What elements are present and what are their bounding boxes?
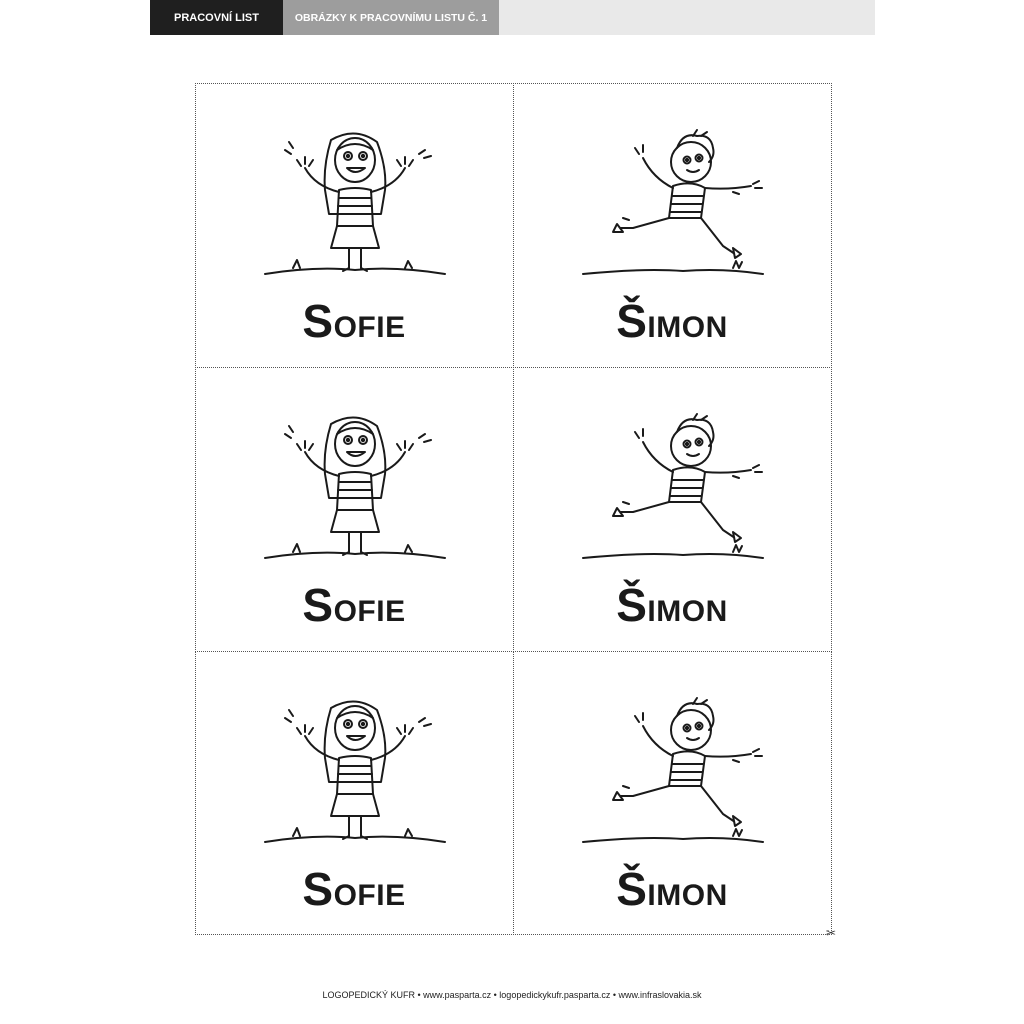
scissors-icon: ✂	[826, 926, 837, 940]
girl-illustration	[255, 696, 455, 846]
girl-illustration	[255, 412, 455, 562]
card-simon	[513, 83, 832, 368]
tab-worksheet: PRACOVNÍ LIST	[150, 0, 283, 35]
card-label: SOFIE	[302, 862, 406, 915]
card-label: ŠIMON	[616, 862, 728, 915]
footer-credits: LOGOPEDICKÝ KUFR • www.pasparta.cz • logopedickykufr.pasparta.cz • www.infraslovakia.sk	[322, 990, 702, 1000]
card-label: ŠIMON	[616, 578, 728, 631]
card-grid	[195, 83, 831, 934]
boy-illustration	[573, 412, 773, 562]
boy-illustration	[573, 696, 773, 846]
boy-illustration	[573, 128, 773, 278]
card-sofie	[195, 83, 514, 368]
card-sofie	[195, 651, 514, 935]
card-label: SOFIE	[302, 294, 406, 347]
card-label: ŠIMON	[616, 294, 728, 347]
card-simon	[513, 651, 832, 935]
card-simon	[513, 367, 832, 652]
tab-pictures: OBRÁZKY K PRACOVNÍMU LISTU Č. 1	[283, 0, 499, 35]
girl-illustration	[255, 128, 455, 278]
card-label: SOFIE	[302, 578, 406, 631]
card-sofie	[195, 367, 514, 652]
header-bar	[150, 0, 875, 35]
